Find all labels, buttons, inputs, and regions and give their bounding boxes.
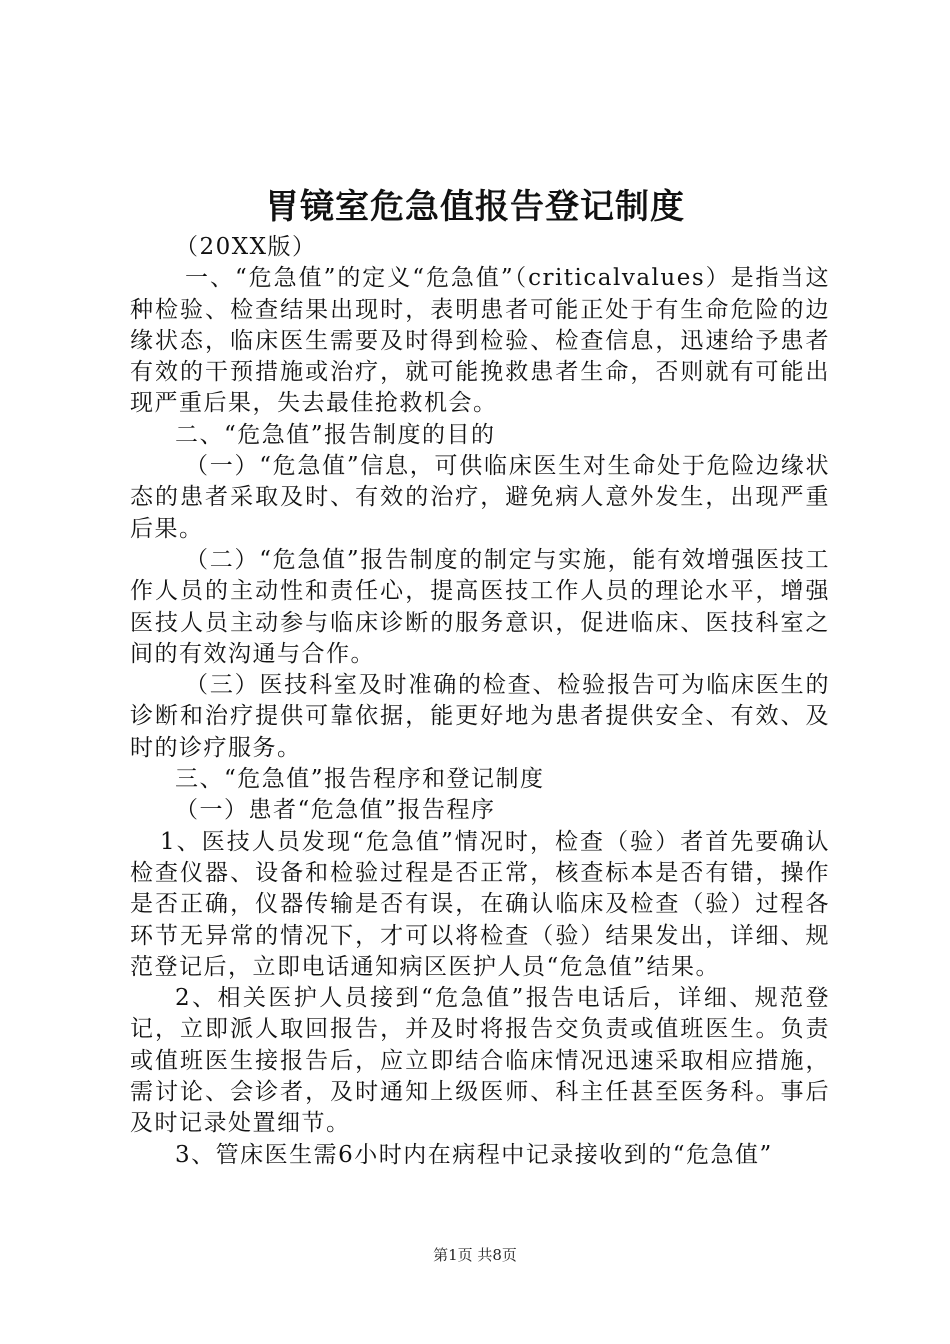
document-body xyxy=(130,232,830,1171)
subsection-heading-report: （一）患者“危急值”报告程序 xyxy=(175,797,496,824)
document-title: 胃镜室危急值报告登记制度 xyxy=(265,187,685,227)
paragraph-purpose-1: （一）“危急值”信息，可供临床医生对生命处于危险边缘状态的患者采取及时、有效的治疗，避免病人意外发生，出现严重后果。 xyxy=(130,453,830,542)
paragraph-step-1: 1、医技人员发现“危急值”情况时，检查（验）者首先要确认检查仪器、设备和检验过程是否正常，核查标本是否有错，操作是否正确，仪器传输是否有误，在确认临床及检查（验）过程各环节无异常的情况下，才可以将检查（验）结果发出，详细、规范登记后，立即电话通知病区医护人员“危急值”结果。 xyxy=(130,828,830,980)
paragraph-step-2: 2、相关医护人员接到“危急值”报告电话后，详细、规范登记，立即派人取回报告，并及时将报告交负责或值班医生。负责或值班医生接报告后，应立即结合临床情况迅速采取相应措施，需讨论、会诊者，及时通知上级医师、科主任甚至医务科。事后及时记录处置细节。 xyxy=(130,985,830,1137)
version-note: （20XX版） xyxy=(175,234,317,260)
section-heading-purpose: 二、“危急值”报告制度的目的 xyxy=(175,421,496,448)
paragraph-step-3: 3、管床医生需6小时内在病程中记录接收到的“危急值” xyxy=(175,1141,773,1168)
paragraph-purpose-2: （二）“危急值”报告制度的制定与实施，能有效增强医技工作人员的主动性和责任心，提高医技工作人员的理论水平，增强医技人员主动参与临床诊断的服务意识，促进临床、医技科室之间的有效沟通与合作。 xyxy=(130,546,830,667)
paragraph-purpose-3: （三）医技科室及时准确的检查、检验报告可为临床医生的诊断和治疗提供可靠依据，能更好地为患者提供安全、有效、及时的诊疗服务。 xyxy=(130,672,830,761)
section-heading-procedure: 三、“危急值”报告程序和登记制度 xyxy=(175,766,545,793)
page-number-footer: 第1页 共8页 xyxy=(433,1246,517,1264)
paragraph-definition: 一、“危急值”的定义“危急值”（criticalvalues）是指当这种检验、检查结果出现时，表明患者可能正处于有生命危险的边缘状态，临床医生需要及时得到检验、检查信息，迅速给予患者有效的干预措施或治疗，就可能挽救患者生命，否则就有可能出现严重后果，失去最佳抢救机会。 xyxy=(130,265,830,417)
